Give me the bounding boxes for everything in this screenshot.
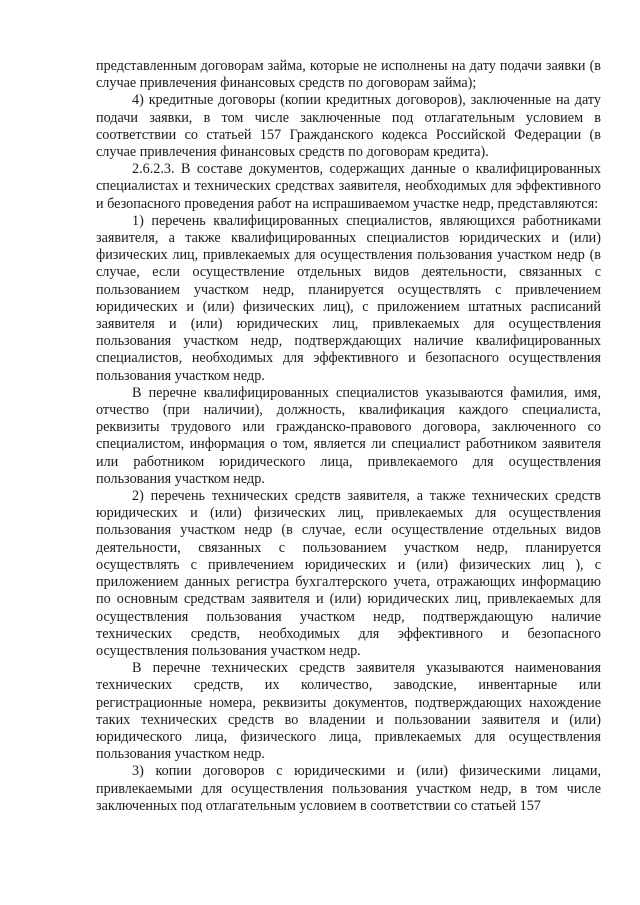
paragraph-loan-agreements-continuation: представленным договорам займа, которые не исполнены на дату подачи заявки (в случае привлечения финансовых средств по договорам займа); bbox=[96, 58, 601, 92]
paragraph-technical-means-list: 2) перечень технических средств заявителя, а также технических средств юридических и (или) физических лиц, привлекаемых для осуществления пользования участком недр (в случае, если осуществление отдельных видов деятельности, связанных с пользованием участком недр, планируется осуществлять с привлечением юридических и (или) физических лиц ), с приложением данных регистра бухгалтерского учета, отражающих информацию по основным средствам заявителя и (или) юридических лиц, привлекаемых для осуществления пользования участком недр, подтверждающую наличие технических средств, необходимых для эффективного и безопасного осуществления пользования участком недр. bbox=[96, 488, 601, 659]
paragraph-specialists-details: В перечне квалифицированных специалистов указываются фамилия, имя, отчество (при наличии), должность, квалификация каждого специалиста, реквизиты трудового или гражданско-правового договора, заключенного со специалистом, информация о том, является ли специалист работником заявителя или работником юридического лица, привлекаемого для осуществления пользования участком недр. bbox=[96, 384, 601, 487]
paragraph-specialists-list: 1) перечень квалифицированных специалистов, являющихся работниками заявителя, а также квалифицированных специалистов юридических и (или) физических лиц, привлекаемых для осуществления пользования участком недр (в случае, если осуществление отдельных видов деятельности, связанных с пользованием участком недр, планируется осуществлять с привлечением юридических и (или) физических лиц), с приложением штатных расписаний заявителя и (или) юридических лиц, привлекаемых для осуществления пользования участком недр, подтверждающих наличие квалифицированных специалистов, необходимых для эффективного и безопасного осуществления пользования участком недр. bbox=[96, 212, 601, 384]
paragraph-credit-agreements: 4) кредитные договоры (копии кредитных договоров), заключенные на дату подачи заявки, в том числе заключенные под отлагательным условием в соответствии со статьей 157 Гражданского кодекса Российской Федерации (в случае привлечения финансовых средств по договорам кредита). bbox=[96, 92, 601, 161]
paragraph-section-2-6-2-3: 2.6.2.3. В составе документов, содержащих данные о квалифицированных специалистах и технических средствах заявителя, необходимых для эффективного и безопасного проведения работ на испрашиваемом участке недр, представляются: bbox=[96, 161, 601, 212]
paragraph-contracts-copies: 3) копии договоров с юридическими и (или) физическими лицами, привлекаемыми для осуществления пользования участком недр, в том числе заключенных под отлагательным условием в соответствии со статьей 157 bbox=[96, 763, 601, 814]
document-body bbox=[96, 58, 601, 815]
paragraph-technical-means-details: В перечне технических средств заявителя указываются наименования технических средств, их количество, заводские, инвентарные или регистрационные номера, реквизиты документов, подтверждающих нахождение таких технических средств во владении и пользовании заявителя и (или) юридического лица, физического лица, привлекаемых для осуществления пользования участком недр. bbox=[96, 660, 601, 763]
